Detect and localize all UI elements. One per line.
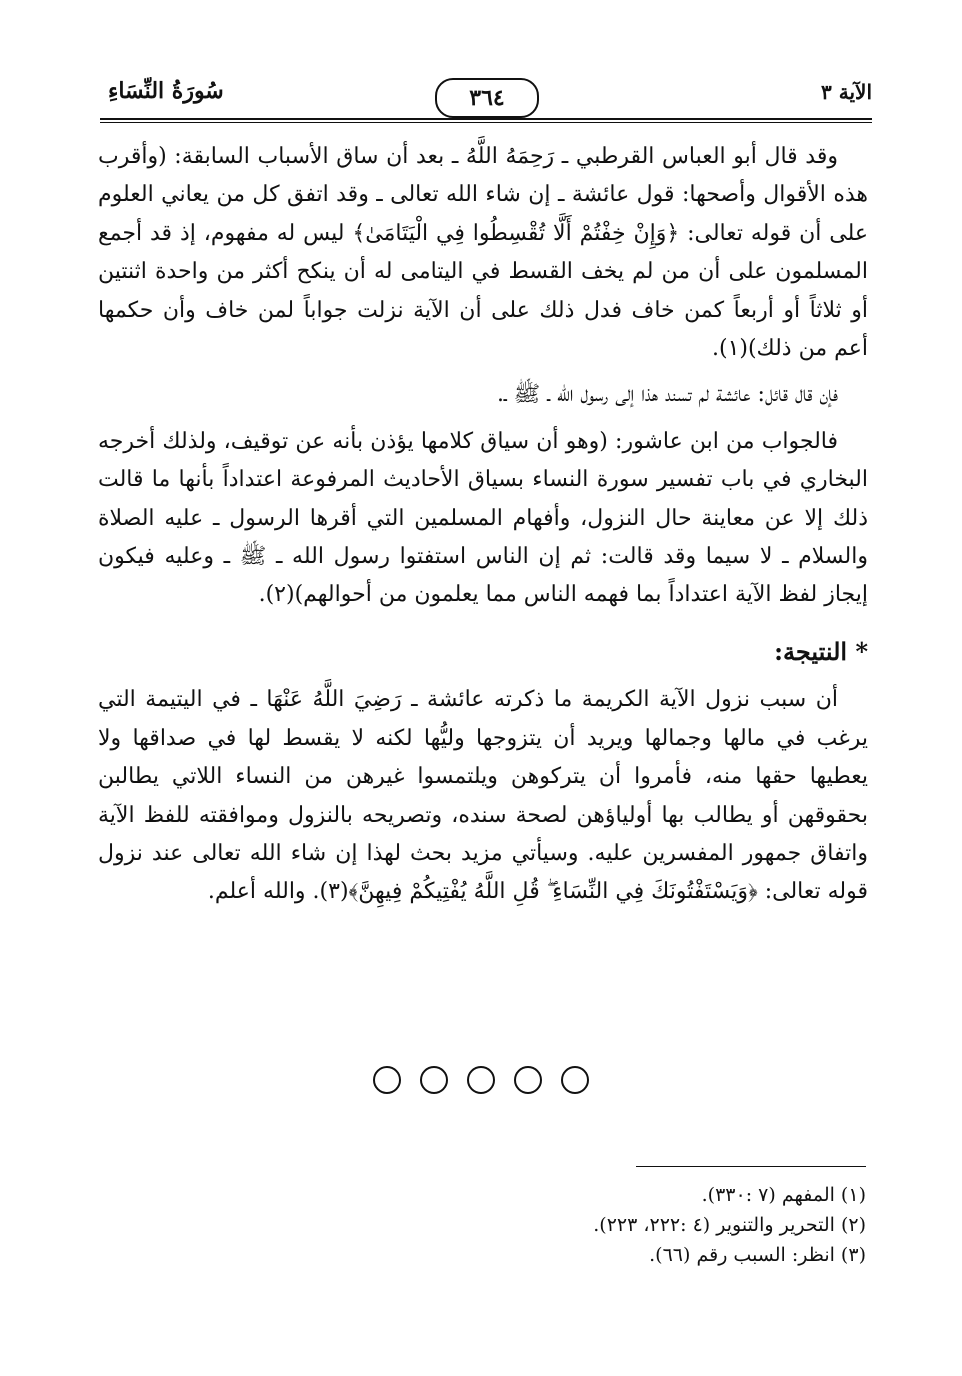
paragraph-answer: فالجواب من ابن عاشور: (وهو أن سياق كلامها يؤذن بأنه عن توقيف، ولذلك أخرجه البخاري في باب تفسير سورة النساء بسياق الأحاديث المرفوعة اعتداداً بأنها ما قالت ذلك إلا عن معاينة حال النزول، وأفهام المسلمين التي أقرها الرسول ـ عليه الصلاة والسلام ـ لا سيما وقد قالت: ثم إن الناس استفتوا رسول الله ـ ﷺ ـ وعليه فيكون إيجاز لفظ الآية اعتداداً بما فهمه الناس مما يعلمون من أحوالهم)(٢). <box>98 428 868 608</box>
paragraph-objection: فإن قال قائل: عائشة لم تسند هذا إلى رسول الله ـ ﷺ ـ. <box>496 382 838 408</box>
divider-circle-icon <box>467 1066 495 1094</box>
paragraph-conclusion: أن سبب نزول الآية الكريمة ما ذكرته عائشة ـ رَضِيَ اللَّهُ عَنْهَا ـ في اليتيمة التي يرغب في مالها وجمالها ويريد أن يتزوجها وليُّها لكنه لا يقسط لها في صداقها ولا يعطيها حقها منه، فأمروا أن يتركوهن ويلتمسوا غيرهن من النساء اللاتي يطالبن بحقوقهن أو يطالب بها أولياؤهن لصحة سنده، وتصريحه بالنزول وموافقته للفظ الآية واتفاق جمهور المفسرين عليه. وسيأتي مزيد بحث لهذا إن شاء الله تعالى عند نزول قوله تعالى: ﴿وَيَسْتَفْتُونَكَ فِي النِّسَاءِ ۖ قُلِ اللَّهُ يُفْتِيكُمْ فِيهِنَّ﴾(٣). والله أعلم. <box>98 687 868 905</box>
paragraph-qurtubi: وقد قال أبو العباس القرطبي ـ رَحِمَهُ اللَّهُ ـ بعد أن ساق الأسباب السابقة: (وأقرب هذه الأقوال وأصحها: قول عائشة ـ إن شاء الله تعالى ـ وقد اتفق كل من يعاني العلوم على أن قوله تعالى: ﴿وَإِنْ خِفْتُمْ أَلَّا تُقْسِطُوا فِي الْيَتَامَىٰ﴾ ليس له مفهوم، إذ قد أجمع المسلمون على أن من لم يخف القسط في اليتامى له أن ينكح أكثر من واحدة اثنتين أو ثلاثاً أو أربعاً كمن خاف فدل ذلك على أن الآية نزلت جواباً لمن خاف وأن حكمها أعم من ذلك)(١). <box>98 144 868 362</box>
header-rule-thin <box>100 122 872 123</box>
main-text <box>98 138 868 920</box>
page-header <box>100 78 872 124</box>
divider-circle-icon <box>561 1066 589 1094</box>
footnote-3: (٣) انظر: السبب رقم (٦٦). <box>649 1244 866 1266</box>
section-heading: * النتيجة: <box>774 636 868 666</box>
footnotes <box>266 1180 866 1270</box>
page-number: ٣٦٤ <box>435 78 539 118</box>
divider-circle-icon <box>420 1066 448 1094</box>
header-rule <box>100 118 872 120</box>
divider-circle-icon <box>373 1066 401 1094</box>
footnote-2: (٢) التحرير والتنوير (٤ :٢٢٢، ٢٢٣). <box>593 1214 866 1236</box>
divider-circle-icon <box>514 1066 542 1094</box>
section-divider <box>0 1066 962 1101</box>
footnote-1: (١) المفهم (٧ :٣٣٠). <box>701 1184 866 1206</box>
footnote-rule <box>636 1166 866 1167</box>
surah-title: سُورَةُ النِّسَاءِ <box>108 78 224 104</box>
verse-label: الآية ٣ <box>821 80 872 104</box>
